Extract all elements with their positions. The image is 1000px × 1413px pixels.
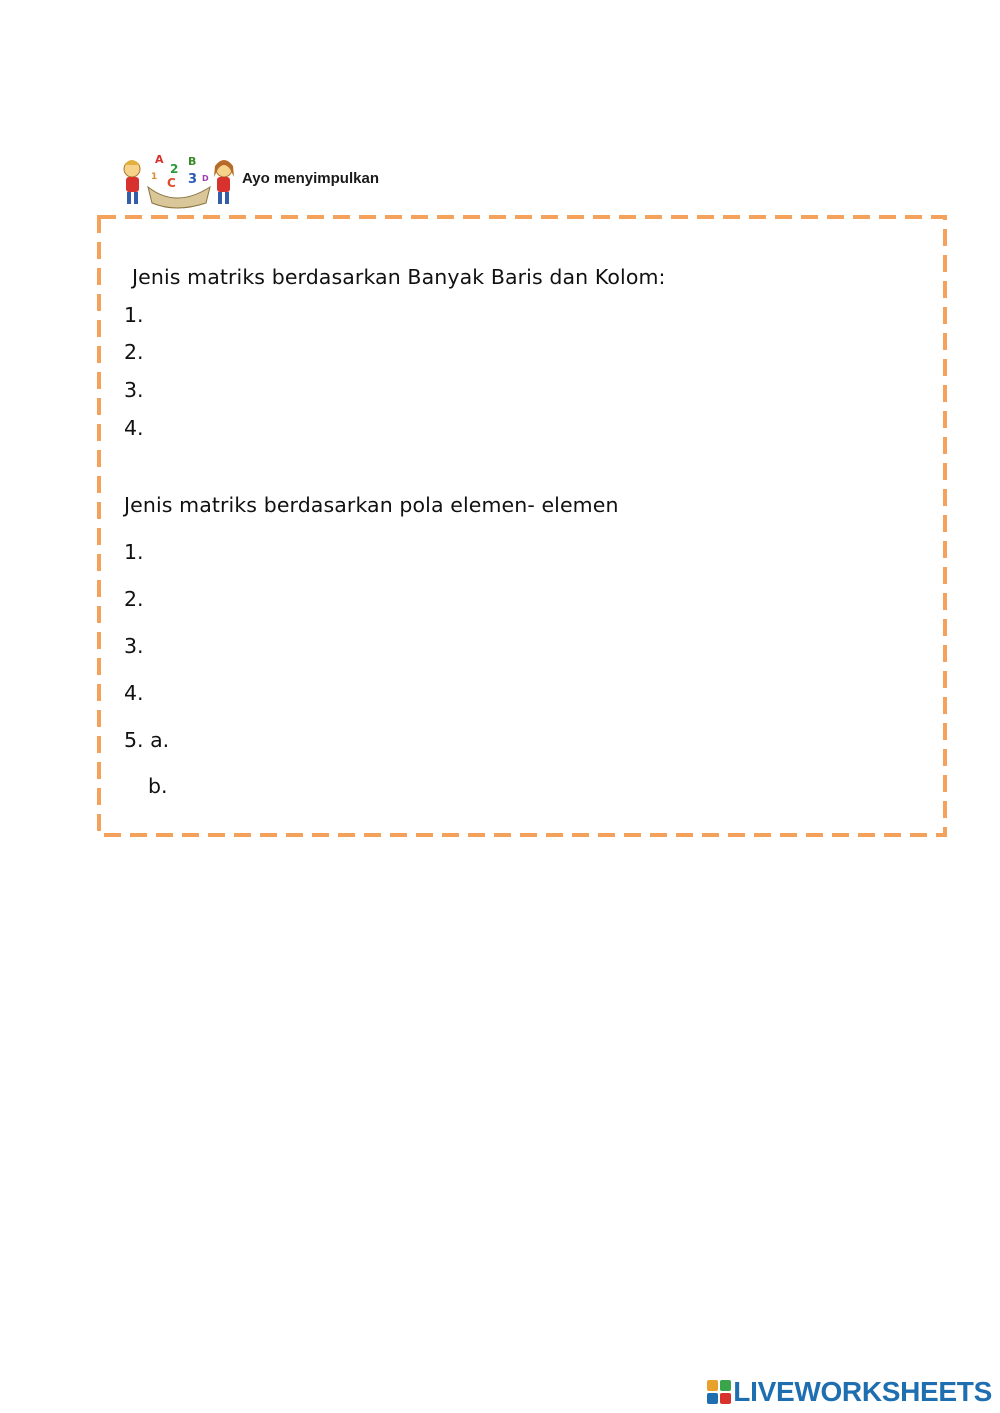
list-item: 1. [124, 303, 144, 327]
watermark-text: LIVEWORKSHEETS [733, 1376, 992, 1407]
liveworksheets-watermark [707, 1376, 992, 1408]
list-item: 3. [124, 634, 144, 658]
list-item: 4. [124, 416, 144, 440]
svg-text:A: A [155, 153, 164, 166]
svg-text:3: 3 [188, 172, 198, 187]
heading-element-pattern: Jenis matriks berdasarkan pola elemen- elemen [124, 493, 619, 517]
svg-text:D: D [202, 174, 209, 183]
list-item: 3. [124, 378, 144, 402]
list-item: b. [148, 774, 168, 798]
list-item: 1. [124, 540, 144, 564]
dashed-frame [97, 215, 947, 837]
list-item: 5. a. [124, 728, 170, 752]
svg-text:B: B [188, 155, 197, 168]
list-item: 4. [124, 681, 144, 705]
svg-text:2: 2 [170, 162, 179, 176]
liveworksheets-logo-icon [707, 1380, 731, 1404]
section-header [118, 150, 379, 210]
list-item: 2. [124, 587, 144, 611]
heading-rows-columns: Jenis matriks berdasarkan Banyak Baris dan Kolom: [132, 265, 666, 289]
children-with-letters-and-numbers-icon [118, 151, 240, 209]
section-title: Ayo menyimpulkan [242, 170, 379, 187]
svg-text:1: 1 [151, 172, 158, 182]
svg-text:C: C [167, 176, 176, 190]
list-item: 2. [124, 340, 144, 364]
